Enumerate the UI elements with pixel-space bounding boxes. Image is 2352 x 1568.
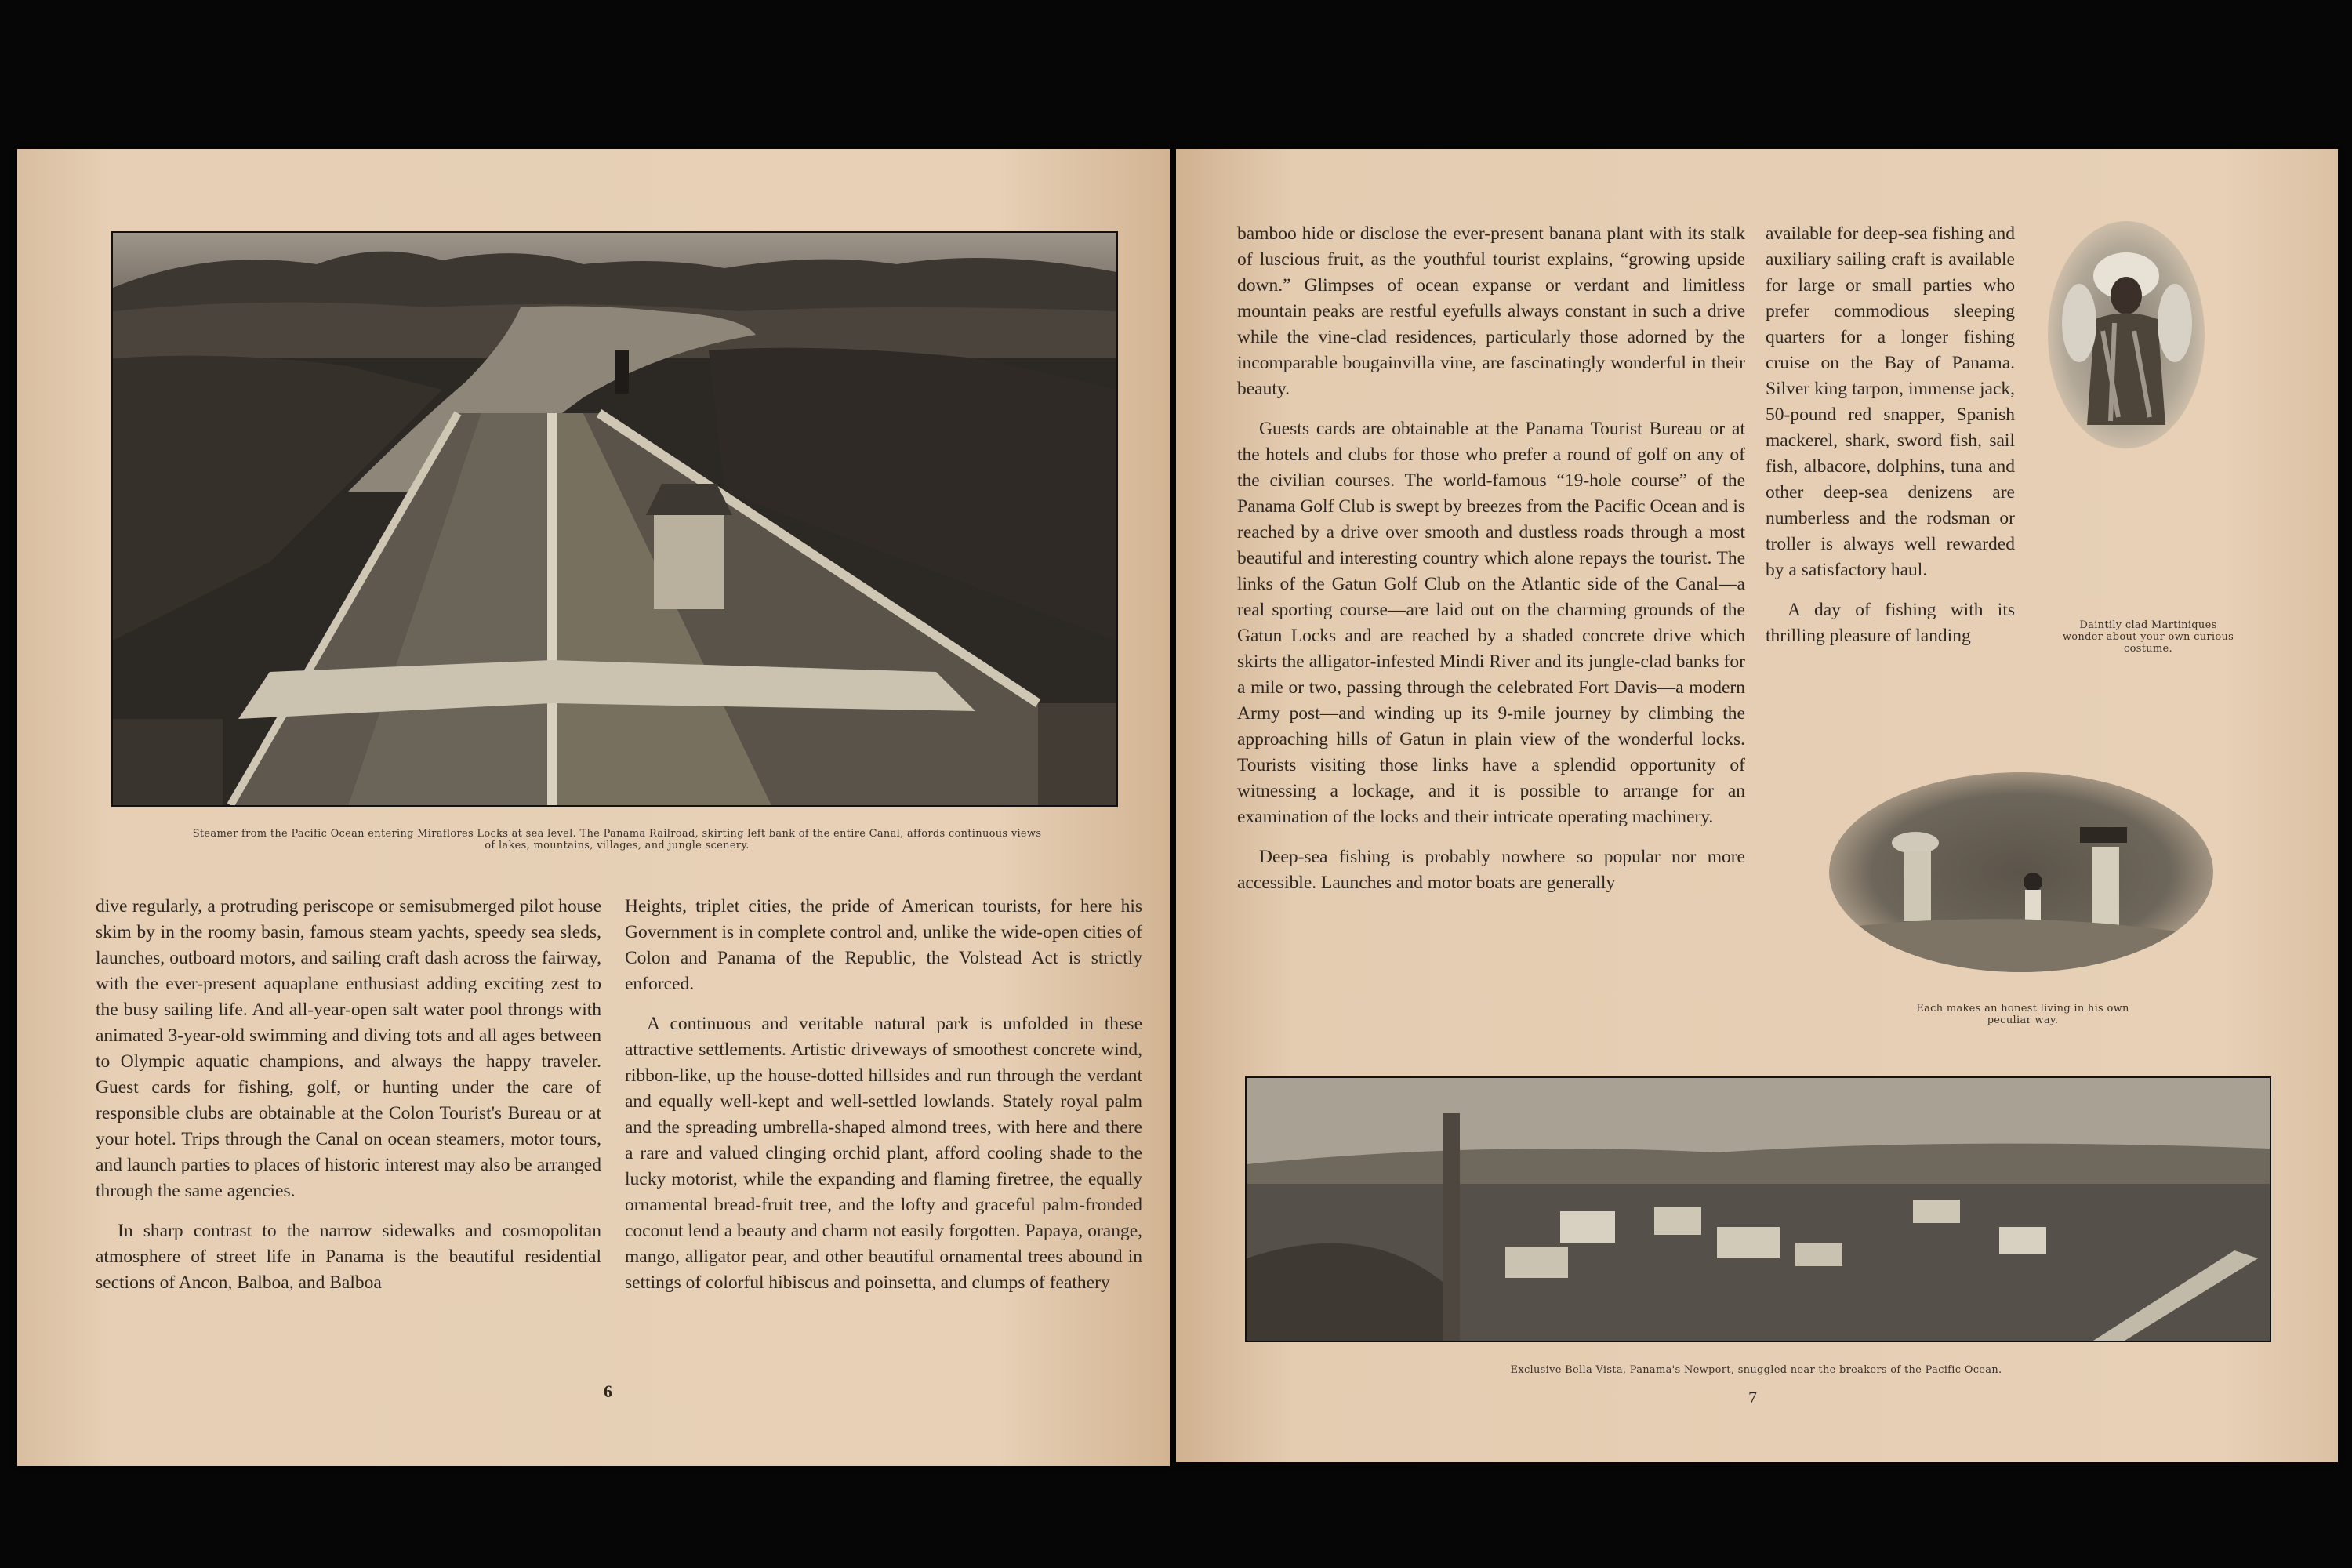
bella-vista-photo [1245, 1076, 2271, 1342]
paragraph: A day of fishing with its thrilling pleasure of landing [1766, 600, 2015, 646]
left-page [17, 149, 1170, 1466]
paragraph: dive regularly, a protruding periscope or semisubmerged pilot house skim by in the roomy basin, famous steam yachts, speedy sea sleds, launches, outboard motors, and sailing craft dash across the fairway, with the ever-present aquaplane enthusiast adding exciting zest to the busy sailing life. And all-year-open salt water pool throngs with animated 3-year-old swimming and diving tots and all ages between to Olympic aquatic champions, and always the happy traveler. Guest cards for fishing, golf, or hunting under the care of responsible clubs are obtainable at the Colon Tourist's Bureau or at your hotel. Trips through the Canal on ocean steamers, motor tours, and launch parties to places of historic interest may also be arranged through the same agencies. [96, 896, 601, 1201]
paragraph: available for deep-sea fishing and auxiliary sailing craft is available for large or small parties who prefer commodious sleeping quarters for a longer fishing cruise on the Bay of Panama. Silver king tarpon, immense jack, 50-pound red snapper, Spanish mackerel, shark, sword fish, sail fish, albacore, dolphins, tuna and other deep-sea denizens are numberless and the rodsman or troller is always well rewarded by a satisfactory haul. [1766, 223, 2015, 580]
locks-photo-caption: Steamer from the Pacific Ocean entering Miraflores Locks at sea level. The Panama Railroad, skirting left bank of the entire Canal, affords continuous views of lakes, mountains, villages, and jungle scenery. [192, 828, 1042, 851]
martinique-photo-caption: Daintily clad Martiniques wonder about your own curious costume. [2062, 619, 2234, 655]
left-page-column-2 [625, 894, 1142, 1310]
martinique-woman-photo [2048, 221, 2205, 448]
right-page [1176, 149, 2338, 1462]
paragraph: A continuous and veritable natural park is unfolded in these attractive settlements. Artistic driveways of smoothest concrete wind, ribbon-like, up the house-dotted hillsides and run through the verdant and equally well-kept and well-settled lowlands. Stately royal palm and the spreading umbrella-shaped almond trees, with here and there a rare and valued clinging orchid plant, afford cooling shade to the lucky motorist, while the expanding and flaming firetree, the equally ornamental bread-fruit tree, and the lofty and graceful palm-fronded coconut lend a beauty and charm not easily forgotten. Papaya, orange, mango, alligator pear, and other beautiful ornamental trees abound in settings of colorful hibiscus and poinsetta, and clumps of feathery [625, 1014, 1142, 1293]
locks-photo [111, 231, 1118, 807]
vendors-photo-caption: Each makes an honest living in his own peculiar way. [1916, 1003, 2129, 1026]
paragraph: Deep-sea fishing is probably nowhere so popular nor more accessible. Launches and motor boats are generally [1237, 847, 1745, 893]
paragraph: In sharp contrast to the narrow sidewalks and cosmopolitan atmosphere of street life in Panama is the beautiful residential sections of Ancon, Balboa, and Balboa [96, 1221, 601, 1293]
paragraph: Heights, triplet cities, the pride of American tourists, for here his Government is in complete control and, unlike the wide-open cities of Colon and Panama of the Republic, the Volstead Act is strictly enforced. [625, 896, 1142, 994]
page-number: 7 [1748, 1388, 1757, 1407]
vendors-photo [1829, 772, 2213, 972]
left-page-column-1 [96, 894, 601, 1310]
locks-photo-image [113, 233, 1116, 805]
paragraph: bamboo hide or disclose the ever-present banana plant with its stalk of luscious fruit, as the youthful tourist explains, “growing upside down.” Glimpses of ocean expanse or verdant and limitless mountain peaks are restful eyefulls always constant in such a drive while the vine-clad residences, particularly those adorned by the incomparable bougainvilla vine, are fascinatingly wonderful in their beauty. [1237, 223, 1745, 399]
right-page-column-2 [1766, 221, 2015, 663]
paragraph: Guests cards are obtainable at the Panama Tourist Bureau or at the hotels and clubs for those who prefer a round of golf on any of the civilian courses. The world-famous “19-hole course” of the Panama Golf Club is swept by breezes from the Pacific Ocean and is reached by a drive over smooth and dustless roads through a most beautiful and interesting country which alone repays the tourist. The links of the Gatun Golf Club on the Atlantic side of the Canal—a real sporting course—are laid out on the charming grounds of the Gatun Locks and are reached by a shaded concrete drive which skirts the alligator-infested Mindi River and its jungle-clad banks for a mile or two, passing through the celebrated Fort Davis—a modern Army post—and winding up its 9-mile journey by climbing the approaching hills of Gatun in plain view of the wonderful locks. Tourists visiting those links have a splendid opportunity of witnessing a lockage, and it is possible to arrange for an examination of the locks and their intricate operating machinery. [1237, 419, 1745, 827]
bella-vista-photo-caption: Exclusive Bella Vista, Panama's Newport, snuggled near the breakers of the Pacific Ocean. [1510, 1364, 2002, 1376]
right-page-column-1 [1237, 221, 1745, 910]
martinique-woman-image [2048, 221, 2205, 448]
page-number: 6 [604, 1381, 612, 1401]
bella-vista-image [1247, 1078, 2270, 1341]
vendors-image [1829, 772, 2213, 972]
